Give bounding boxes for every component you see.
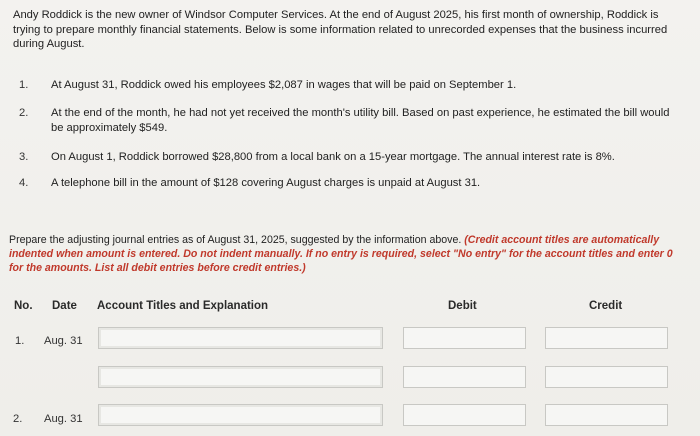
credit-input[interactable] xyxy=(545,327,668,349)
item-number: 2. xyxy=(19,107,29,119)
header-debit: Debit xyxy=(448,300,477,312)
list-item xyxy=(19,150,679,166)
item-text: On August 1, Roddick borrowed $28,800 from a local bank on a 15-year mortgage. The annual interest rate is 8%. xyxy=(51,151,615,163)
header-account: Account Titles and Explanation xyxy=(97,300,269,312)
item-text: At the end of the month, he had not yet received the month's utility bill. Based on past experience, he estimated the bill would be approximately $549. xyxy=(51,107,670,134)
list-item xyxy=(19,78,679,94)
entry-date: Aug. 31 xyxy=(44,335,83,347)
debit-input[interactable] xyxy=(403,327,526,349)
item-number: 1. xyxy=(19,79,29,91)
debit-input[interactable] xyxy=(403,404,526,426)
account-title-input[interactable] xyxy=(98,404,383,426)
credit-input[interactable] xyxy=(545,404,668,426)
credit-input[interactable] xyxy=(545,366,668,388)
header-no: No. xyxy=(14,300,33,312)
item-number: 4. xyxy=(19,177,29,189)
problem-intro: Andy Roddick is the new owner of Windsor Computer Services. At the end of August 2025, his first month of ownership, Roddick is trying to prepare monthly financial statements. Below is some information related to unrecorded expenses that the business incurred during August. xyxy=(13,9,668,50)
instructions-note: (Credit account titles are automatically indented when amount is entered. Do not indent manually. If no entry is required, select "No entry" for the account titles and enter 0 for the amounts. List all debit entries before credit entries.) xyxy=(9,234,673,274)
account-title-input[interactable] xyxy=(98,327,383,349)
header-date: Date xyxy=(52,300,77,312)
entry-number: 2. xyxy=(13,413,23,425)
entry-date: Aug. 31 xyxy=(44,413,83,425)
item-text: A telephone bill in the amount of $128 covering August charges is unpaid at August 31. xyxy=(51,177,481,189)
list-item xyxy=(19,106,679,138)
instructions xyxy=(9,233,689,275)
account-title-input[interactable] xyxy=(98,366,383,388)
header-credit: Credit xyxy=(589,300,623,312)
instructions-main: Prepare the adjusting journal entries as of August 31, 2025, suggested by the information above. xyxy=(9,234,462,246)
item-number: 3. xyxy=(19,151,29,163)
debit-input[interactable] xyxy=(403,366,526,388)
item-text: At August 31, Roddick owed his employees $2,087 in wages that will be paid on September 1. xyxy=(51,79,517,91)
list-item xyxy=(19,176,679,192)
entry-number: 1. xyxy=(15,335,25,347)
